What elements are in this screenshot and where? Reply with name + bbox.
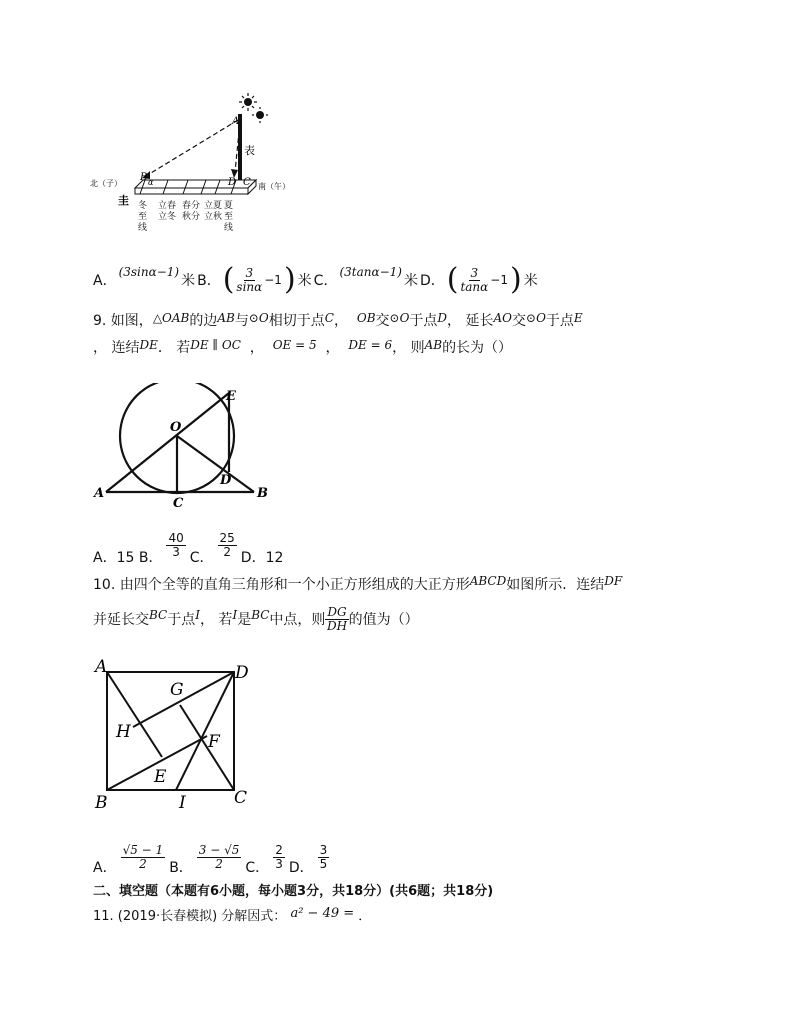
mark-label-dongzhi: 冬至线	[138, 201, 148, 233]
label-B: B	[95, 793, 108, 813]
q8-option-c-expr: (3tanα−1)	[339, 265, 402, 279]
label-A: A	[95, 657, 108, 677]
label-G: G	[170, 680, 184, 700]
q10-option-a-frac: $\frac{√5 - 1}{2}$	[122, 843, 164, 871]
label-C: C	[173, 496, 184, 511]
q9-option-c-frac: $\frac{25}{2}$	[219, 531, 235, 559]
q10-line1: 10. 由四个全等的直角三角形和一个小正方形组成的大正方形ABCD如图所示．连结DF	[93, 574, 623, 593]
q8-option-a-unit: 米	[181, 273, 196, 289]
label-O: O	[170, 420, 182, 435]
q9-figure	[92, 383, 272, 513]
q9-line2: ， 连结DE． 若DE ∥ OC ， OE = 5 ， DE = 6， 则AB的长为（）	[93, 338, 513, 356]
label-E: E	[226, 389, 236, 404]
label-south: 南（午）	[258, 182, 290, 191]
label-gui: 圭	[118, 194, 129, 207]
label-D: D	[235, 663, 249, 683]
q8-option-b-frac: $\frac{3}{\sin\alpha}$	[236, 265, 263, 294]
q8-options: A． (3sinα−1) 米 B． ( $\frac{3}{\sin\alpha}$ −1 ) 米 C． (3tanα−1) 米 D． ( $\frac{3}{\tan\alpha}$ −1 ) 米	[93, 262, 538, 297]
mark-label-lichun: 立春立冬	[158, 201, 177, 222]
q8-option-d-unit: 米	[523, 273, 538, 289]
q8-option-b-unit: 米	[297, 273, 312, 289]
q9-option-b-frac: $\frac{40}{3}$	[168, 531, 184, 559]
mark-label-xiazhi: 夏至线	[224, 201, 234, 233]
q10-options	[93, 835, 329, 877]
q9-line1: 9. 如图，△OAB的边AB与⊙O相切于点C， OB交⊙O于点D， 延长AO交⊙O于点E	[93, 311, 583, 329]
q10-figure	[92, 655, 262, 813]
mark-label-chunfen: 春分秋分	[182, 201, 201, 222]
label-D: D	[228, 177, 237, 188]
label-C: C	[243, 177, 251, 188]
label-B: B	[257, 486, 268, 501]
label-biao: 表	[244, 144, 255, 157]
label-A: A	[232, 116, 240, 127]
label-A: A	[94, 486, 105, 501]
label-D: D	[220, 473, 232, 488]
label-B: B	[140, 172, 148, 183]
q9-option-a: A．15 B．	[93, 550, 163, 566]
q10-option-d-label: D．	[288, 860, 314, 876]
q8-option-a-label: A．	[93, 273, 117, 289]
label-H: H	[116, 722, 131, 742]
label-C: C	[234, 788, 248, 808]
sun-icon	[239, 93, 257, 111]
q10-option-a-label: A．	[93, 860, 117, 876]
label-alpha: α	[148, 178, 154, 187]
label-F: F	[208, 732, 220, 752]
q8-option-c-label: C．	[313, 273, 338, 289]
label-E: E	[154, 767, 167, 787]
q10-option-c-label: C．	[245, 860, 270, 876]
q11-expression: a² − 49 =	[290, 906, 355, 921]
q8-option-b-label: B．	[197, 273, 221, 289]
q10-option-c-frac: $\frac{2}{3}$	[275, 843, 283, 871]
q10-line2: 并延长交 BC 于点 I ， 若 I 是 BC 中点，则 $\frac{DG}{DH}$ 的值为（）	[93, 604, 419, 633]
q8-option-d-frac: $\frac{3}{\tan\alpha}$	[460, 265, 489, 294]
q8-option-d-label: D．	[419, 273, 445, 289]
q10-frac: $\frac{DG}{DH}$	[326, 604, 348, 633]
q10-option-b-frac: $\frac{3 - √5}{2}$	[198, 843, 240, 871]
q11-line: 11. (2019·长春模拟) 分解因式： a² − 49 = ．	[93, 906, 372, 924]
mark-label-lixia: 立夏立秋	[204, 201, 223, 222]
q9-option-c-label: C．	[189, 550, 214, 566]
q8-option-c-unit: 米	[403, 273, 418, 289]
label-north: 北（子）	[90, 179, 122, 188]
q8-option-a-expr: (3sinα−1)	[118, 265, 180, 279]
label-I: I	[179, 793, 186, 813]
q9-option-d: D．12	[240, 550, 284, 566]
section-heading: 二、填空题（本题有6小题，每小题3分，共18分）(共6题；共18分)	[93, 884, 494, 899]
q10-option-d-frac: $\frac{3}{5}$	[319, 843, 328, 871]
sun-icon	[252, 107, 268, 123]
q10-option-b-label: B．	[169, 860, 193, 876]
q9-options	[93, 525, 283, 567]
